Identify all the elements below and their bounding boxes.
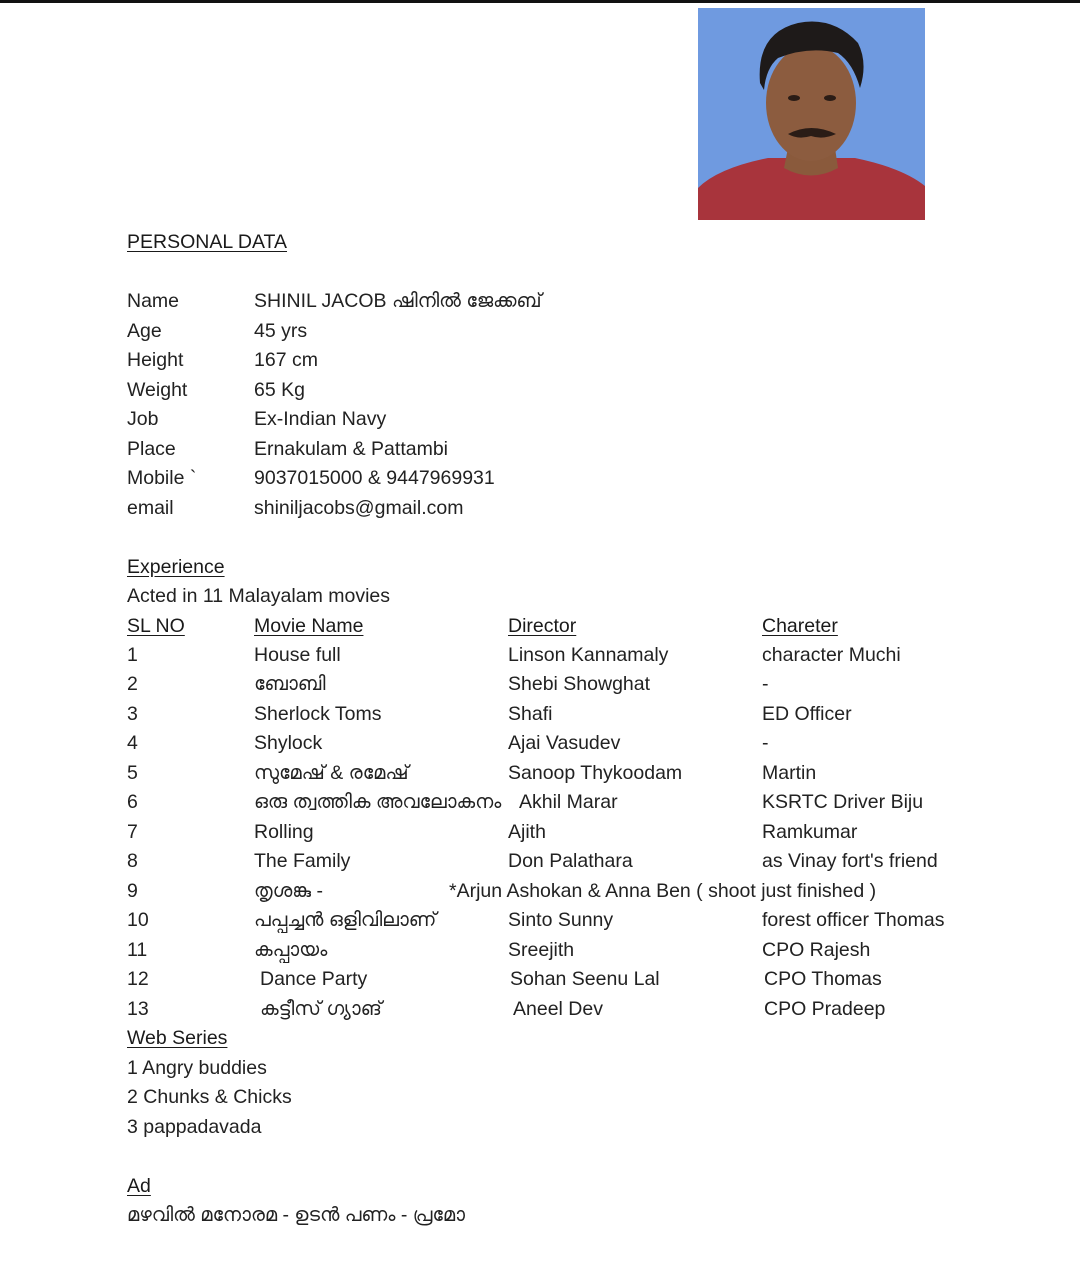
movie-sl: 12 xyxy=(127,968,149,990)
column-header-character: Chareter xyxy=(762,615,838,637)
profile-photo xyxy=(698,8,925,220)
movie-name: Dance Party xyxy=(260,968,368,990)
movie-name: കപ്പായം xyxy=(254,939,328,961)
experience-heading: Experience xyxy=(127,556,225,578)
job-label: Job xyxy=(127,408,159,430)
email-label: email xyxy=(127,497,174,519)
movie-director: Ajith xyxy=(508,821,546,843)
age-value: 45 yrs xyxy=(254,320,308,342)
movie-sl: 13 xyxy=(127,998,149,1020)
movie-name: Sherlock Toms xyxy=(254,703,382,725)
movie-character: CPO Thomas xyxy=(764,968,882,990)
movie-sl: 9 xyxy=(127,880,138,902)
movie-name: ബോബി xyxy=(254,673,326,695)
mobile-label: Mobile ` xyxy=(127,467,197,489)
movie-sl: 3 xyxy=(127,703,138,725)
place-label: Place xyxy=(127,438,176,460)
movie-sl: 6 xyxy=(127,791,138,813)
movie-character: CPO Pradeep xyxy=(764,998,886,1020)
movie-name: ഒരു ത്വത്തിക അവലോകനം xyxy=(254,791,502,813)
ad-heading: Ad xyxy=(127,1175,151,1197)
movie-character: Martin xyxy=(762,762,817,784)
movie-character: ED Officer xyxy=(762,703,852,725)
ad-text: മഴവിൽ മനോരമ - ഉടൻ പണം - പ്രമോ xyxy=(127,1204,465,1226)
movie-director: Ajai Vasudev xyxy=(508,732,621,754)
movie-director: Don Palathara xyxy=(508,850,633,872)
movie-sl: 2 xyxy=(127,673,138,695)
movie-name: House full xyxy=(254,644,341,666)
movie-character: CPO Rajesh xyxy=(762,939,871,961)
movie-director: Sanoop Thykoodam xyxy=(508,762,683,784)
job-value: Ex-Indian Navy xyxy=(254,408,387,430)
movie-name: Rolling xyxy=(254,821,314,843)
movie-director: Sinto Sunny xyxy=(508,909,614,931)
movie-name: Shylock xyxy=(254,732,323,754)
movie-director: Akhil Marar xyxy=(519,791,618,813)
movie-sl: 8 xyxy=(127,850,138,872)
movie-sl: 7 xyxy=(127,821,138,843)
column-header-sl-no: SL NO xyxy=(127,615,185,637)
weight-value: 65 Kg xyxy=(254,379,305,401)
movie-name: The Family xyxy=(254,850,351,872)
movie-sl: 4 xyxy=(127,732,138,754)
experience-summary: Acted in 11 Malayalam movies xyxy=(127,585,391,607)
movie-character: character Muchi xyxy=(762,644,901,666)
column-header-movie-name: Movie Name xyxy=(254,615,364,637)
movie-director: Shebi Showghat xyxy=(508,673,651,695)
web-series-item: 2 Chunks & Chicks xyxy=(127,1086,292,1108)
movie-sl: 10 xyxy=(127,909,149,931)
weight-label: Weight xyxy=(127,379,188,401)
movie-name: കട്ടീസ് ഗ്യാങ് xyxy=(260,998,382,1020)
movie-character: Ramkumar xyxy=(762,821,858,843)
movie-character: KSRTC Driver Biju xyxy=(762,791,924,813)
movie-sl: 1 xyxy=(127,644,138,666)
web-series-heading: Web Series xyxy=(127,1027,228,1049)
height-value: 167 cm xyxy=(254,349,318,371)
movie-sl: 5 xyxy=(127,762,138,784)
movie-director: *Arjun Ashokan & Anna Ben ( shoot just finished ) xyxy=(449,880,877,902)
movie-name: സുമേഷ് & രമേഷ് xyxy=(254,762,409,784)
top-border xyxy=(0,0,1080,3)
movie-director: Shafi xyxy=(508,703,553,725)
email-value: shiniljacobs@gmail.com xyxy=(254,497,464,519)
personal-data-heading: PERSONAL DATA xyxy=(127,231,288,253)
height-label: Height xyxy=(127,349,184,371)
movie-character: - xyxy=(762,732,769,754)
movie-name: തൃശങ്കു - xyxy=(254,880,323,902)
column-header-director: Director xyxy=(508,615,577,637)
movie-sl: 11 xyxy=(127,939,148,961)
name-value: SHINIL JACOB ഷിനിൽ ജേക്കബ് xyxy=(254,290,542,312)
web-series-item: 1 Angry buddies xyxy=(127,1057,267,1079)
movie-character: forest officer Thomas xyxy=(762,909,945,931)
name-label: Name xyxy=(127,290,180,312)
mobile-value: 9037015000 & 9447969931 xyxy=(254,467,495,489)
movie-director: Aneel Dev xyxy=(513,998,603,1020)
movie-director: Sohan Seenu Lal xyxy=(510,968,660,990)
movie-name: പപ്പച്ചൻ ഒളിവിലാണ് xyxy=(254,909,437,931)
place-value: Ernakulam & Pattambi xyxy=(254,438,449,460)
age-label: Age xyxy=(127,320,162,342)
web-series-item: 3 pappadavada xyxy=(127,1116,262,1138)
movie-director: Linson Kannamaly xyxy=(508,644,669,666)
movie-character: - xyxy=(762,673,769,695)
movie-character: as Vinay fort's friend xyxy=(762,850,938,872)
movie-director: Sreejith xyxy=(508,939,575,961)
